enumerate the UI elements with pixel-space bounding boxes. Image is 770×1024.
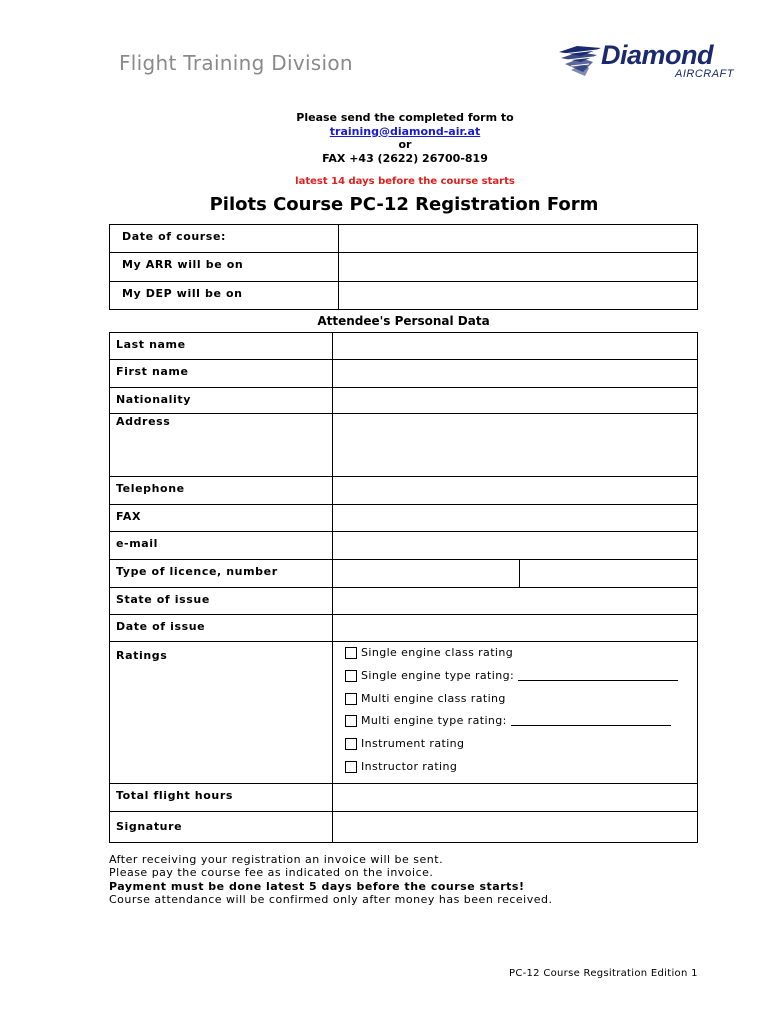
note-invoice: After receiving your registration an invoice will be sent. bbox=[109, 853, 444, 866]
checkbox[interactable] bbox=[345, 738, 357, 750]
fax-field[interactable] bbox=[333, 505, 698, 532]
date-of-issue-label: Date of issue bbox=[110, 615, 333, 642]
email-field[interactable] bbox=[333, 532, 698, 560]
personal-data-heading: Attendee's Personal Data bbox=[317, 314, 490, 328]
rating-instructor[interactable] bbox=[345, 760, 697, 783]
note-confirmation: Course attendance will be confirmed only after money has been received. bbox=[109, 892, 553, 906]
rating-instrument[interactable] bbox=[345, 737, 697, 760]
rating-label: Multi engine class rating bbox=[361, 691, 506, 705]
footer-edition: PC-12 Course Regsitration Edition 1 bbox=[509, 968, 698, 979]
total-flight-hours-label: Total flight hours bbox=[110, 783, 333, 811]
signature-field[interactable] bbox=[333, 811, 698, 842]
division-title: Flight Training Division bbox=[119, 51, 353, 75]
total-flight-hours-field[interactable] bbox=[333, 783, 698, 811]
payment-notes bbox=[109, 853, 552, 906]
email-link[interactable]: training@diamond-air.at bbox=[329, 124, 481, 138]
diamond-logo bbox=[557, 40, 747, 84]
address-field[interactable] bbox=[333, 414, 698, 477]
email-label: e-mail bbox=[110, 532, 333, 560]
rating-label: Single engine type rating: bbox=[361, 668, 515, 682]
first-name-label: First name bbox=[110, 360, 333, 388]
first-name-field[interactable] bbox=[333, 360, 698, 388]
note-fee: Please pay the course fee as indicated on the invoice. bbox=[109, 866, 434, 880]
course-dates-table bbox=[109, 224, 698, 310]
checkbox[interactable] bbox=[345, 670, 357, 682]
licence-number-field[interactable] bbox=[520, 560, 698, 588]
state-of-issue-label: State of issue bbox=[110, 588, 333, 615]
rating-label: Instrument rating bbox=[361, 737, 465, 751]
checkbox[interactable] bbox=[345, 647, 357, 659]
address-label: Address bbox=[110, 414, 333, 477]
ratings-list bbox=[333, 642, 697, 783]
telephone-field[interactable] bbox=[333, 477, 698, 505]
telephone-label: Telephone bbox=[110, 477, 333, 505]
state-of-issue-field[interactable] bbox=[333, 588, 698, 615]
arr-date-label: My ARR will be on bbox=[110, 253, 339, 282]
form-title: Pilots Course PC-12 Registration Form bbox=[209, 194, 599, 215]
course-date-label: Date of course: bbox=[110, 225, 339, 253]
rating-single-engine-type[interactable] bbox=[345, 669, 697, 692]
fax-line: FAX +43 (2622) 26700-819 bbox=[322, 151, 488, 165]
rating-label: Multi engine type rating: bbox=[361, 714, 507, 728]
dep-date-field[interactable] bbox=[339, 282, 698, 310]
rating-single-engine-class[interactable] bbox=[345, 646, 697, 669]
fax-label: FAX bbox=[110, 505, 333, 532]
last-name-field[interactable] bbox=[333, 333, 698, 360]
logo-wordmark: Diamond bbox=[601, 40, 714, 70]
send-line: Please send the completed form to bbox=[296, 111, 514, 124]
date-of-issue-field[interactable] bbox=[333, 615, 698, 642]
personal-data-table bbox=[109, 332, 698, 843]
note-payment-deadline: Payment must be done latest 5 days before the course starts! bbox=[109, 879, 525, 893]
logo-subtitle: AIRCRAFT bbox=[675, 68, 734, 80]
last-name-label: Last name bbox=[110, 333, 333, 360]
checkbox[interactable] bbox=[345, 761, 357, 773]
checkbox[interactable] bbox=[345, 715, 357, 727]
or-line: or bbox=[398, 138, 412, 151]
nationality-label: Nationality bbox=[110, 388, 333, 414]
send-instructions bbox=[0, 111, 770, 165]
rating-multi-engine-class[interactable] bbox=[345, 692, 697, 715]
licence-label: Type of licence, number bbox=[110, 560, 333, 588]
type-rating-blank[interactable] bbox=[511, 714, 671, 726]
signature-label: Signature bbox=[110, 811, 333, 842]
dep-date-label: My DEP will be on bbox=[110, 282, 339, 310]
arr-date-field[interactable] bbox=[339, 253, 698, 282]
deadline-notice: latest 14 days before the course starts bbox=[295, 176, 515, 187]
checkbox[interactable] bbox=[345, 693, 357, 705]
ratings-cell bbox=[333, 642, 698, 784]
type-rating-blank[interactable] bbox=[518, 669, 678, 681]
rating-multi-engine-type[interactable] bbox=[345, 714, 697, 737]
course-date-field[interactable] bbox=[339, 225, 698, 253]
diamond-logo-mark-icon bbox=[557, 42, 603, 78]
licence-type-field[interactable] bbox=[333, 560, 520, 588]
rating-label: Instructor rating bbox=[361, 759, 458, 773]
nationality-field[interactable] bbox=[333, 388, 698, 414]
rating-label: Single engine class rating bbox=[361, 646, 514, 659]
ratings-label: Ratings bbox=[110, 642, 333, 784]
